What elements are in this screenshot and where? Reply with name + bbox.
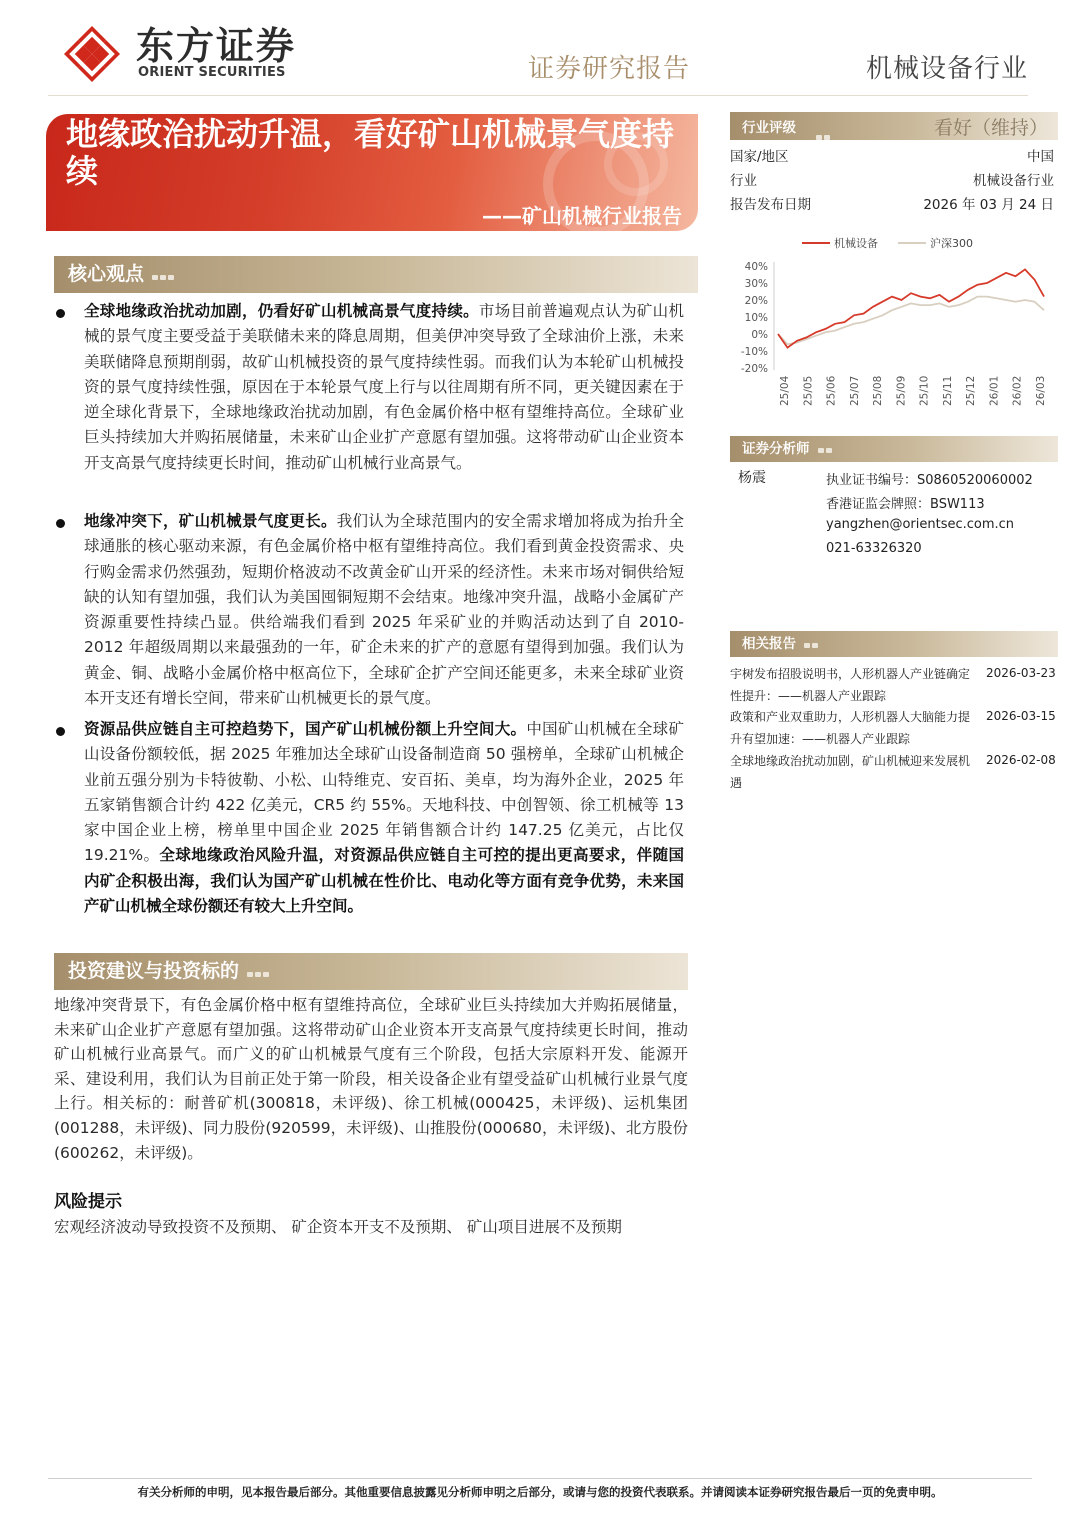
x-tick-label: 25/11 [941, 375, 954, 406]
core-bullet-1 [54, 299, 684, 476]
bullet-3-conclusion: 全球地缘政治风险升温，对资源品供应链自主可控的提出更高要求，伴随国内矿企积极出海，我们认为国产矿山机械在性价比、电动化等方面有竞争优势，未来国产矿山机械全球份额还有较大上升空间。 [84, 846, 684, 916]
x-tick-label: 26/02 [1011, 375, 1024, 406]
related-heading-label: 相关报告 [742, 636, 796, 652]
related-reports-heading [730, 631, 1058, 657]
info-value: 2026 年 03 月 24 日 [923, 197, 1054, 213]
bullet-3-lead: 资源品供应链自主可控趋势下，国产矿山机械份额上升空间大。 [84, 720, 527, 738]
related-report-link[interactable]: 宇树发布招股说明书，人形机器人产业链确定性提升：——机器人产业跟踪 [730, 667, 971, 703]
info-key: 国家/地区 [730, 149, 789, 165]
performance-chart [730, 232, 1058, 422]
chart-series [778, 269, 1044, 347]
related-report-date: 2026-03-23 [986, 666, 1056, 680]
logo-english-name: ORIENT SECURITIES [138, 65, 286, 80]
x-tick-label: 25/09 [895, 375, 908, 406]
header-industry: 机械设备行业 [866, 54, 1029, 84]
core-view-heading [54, 256, 698, 293]
analyst-name: 杨震 [738, 470, 766, 486]
analyst-phone: 021-63326320 [826, 541, 922, 556]
info-row-industry [730, 169, 1054, 191]
series-line-2 [778, 297, 1044, 345]
x-tick-label: 25/12 [965, 375, 978, 406]
bullet-2-body: 我们认为全球范围内的安全需求增加将成为抬升全球通胀的核心驱动来源，有色金属价格中枢有望维持高位。我们看到黄金投资需求、央行购金需求仍然强劲，短期价格波动不改黄金矿山开采的经济性。未来市场对铜供给短缺的认知有望加强，我们认为美国囤铜短期不会结束。地缘冲突升温，战略小金属矿产资源重要性持续凸显。供给端我们看到 2025 年采矿业的并购活动达到了自 2010-2012 年超级周期以来最强劲的一年，矿企未来的扩产的意愿有望得到加强。我们认为黄金、铜、战略小金属价格中枢高位下，全球矿企扩产空间还能更多，未来全球矿业资本开支还有增长空间，带来矿山机械更长的景气度。 [84, 512, 684, 708]
y-tick-label: -20% [740, 363, 768, 375]
info-key: 报告发布日期 [730, 197, 811, 213]
y-tick-label: 0% [751, 329, 768, 341]
y-tick-label: 10% [744, 312, 768, 324]
bullet-2-lead: 地缘冲突下，矿山机械景气度更长。 [84, 512, 337, 530]
info-row-region [730, 145, 1054, 167]
x-tick-label: 26/03 [1035, 375, 1047, 406]
info-row-date [730, 193, 1054, 215]
report-type: 证券研究报告 [528, 54, 691, 84]
core-bullet-3 [54, 717, 684, 919]
related-report-link[interactable]: 全球地缘政治扰动加剧，矿山机械迎来发展机遇 [730, 754, 971, 790]
footer-divider [48, 1478, 1032, 1479]
x-tick-label: 25/05 [802, 375, 815, 406]
y-tick-label: 20% [744, 295, 768, 307]
x-tick-label: 25/07 [848, 375, 861, 406]
x-tick-label: 25/08 [872, 375, 885, 406]
invest-heading [54, 953, 688, 990]
report-title: 地缘政治扰动升温，看好矿山机械景气度持续 [66, 115, 675, 190]
header-divider [48, 95, 1028, 96]
analyst-heading-label: 证券分析师 [742, 441, 810, 457]
related-report-link[interactable]: 政策和产业双重助力，人形机器人大脑能力提升有望加速：——机器人产业跟踪 [730, 710, 971, 746]
analyst-heading [730, 436, 1058, 462]
info-key: 行业 [730, 173, 757, 189]
x-tick-label: 26/01 [988, 375, 1001, 406]
x-tick-label: 25/10 [918, 375, 931, 406]
chart-legend [802, 236, 973, 250]
legend-label-1: 机械设备 [834, 237, 878, 250]
title-banner [46, 114, 698, 231]
footer-disclaimer: 有关分析师的申明，见本报告最后部分。其他重要信息披露见分析师申明之后部分，或请与您的投资代表联系。并请阅读本证券研究报告最后一页的免责申明。 [137, 1485, 943, 1499]
y-tick-label: 30% [744, 278, 768, 290]
risk-title: 风险提示 [54, 1192, 122, 1212]
bullet-1-body: 市场目前普遍观点认为矿山机械的景气度主要受益于美联储未来的降息周期，但美伊冲突导致了全球油价上涨，未来美联储降息预期削弱，故矿山机械投资的景气度持续性弱。而我们认为本轮矿山机械投资的景气度持续性强，原因在于本轮景气度上行与以往周期有所不同，更关键因素在于逆全球化背景下，全球地缘政治扰动加剧，有色金属价格中枢有望维持高位。全球矿业巨头持续加大并购拓展储量，未来矿山企业扩产意愿有望加强。这将带动矿山企业资本开支高景气度持续更长时间，推动矿山机械行业高景气。 [84, 302, 684, 472]
info-value: 机械设备行业 [973, 173, 1054, 189]
report-subtitle: ——矿山机械行业报告 [482, 204, 682, 228]
legend-label-2: 沪深300 [930, 237, 973, 250]
x-tick-label: 25/04 [779, 375, 791, 406]
orient-logo-icon [62, 24, 122, 84]
x-tick-label: 25/06 [825, 375, 838, 406]
rating-label: 行业评级 [742, 120, 796, 136]
bullet-3-body: 中国矿山机械在全球矿山设备份额较低，据 2025 年雅加达全球矿山设备制造商 50 强榜单，全球矿山机械企业前五强分别为卡特彼勒、小松、山特维克、安百拓、美卓，均为海外企业，2025 年五家销售额合计约 422 亿美元，CR5 约 55%。天地科技、中创智领、徐工机械等 13 家中国企业上榜，榜单里中国企业 2025 年销售额合计约 147.25 亿美元，占比仅 19.21%。 [84, 720, 684, 865]
related-report-date: 2026-02-08 [986, 753, 1056, 767]
core-view-heading-label: 核心观点 [68, 263, 145, 285]
y-tick-label: 40% [744, 261, 768, 273]
bullet-1-lead: 全球地缘政治扰动加剧，仍看好矿山机械高景气度持续。 [84, 302, 479, 320]
chart-y-axis [741, 261, 774, 375]
chart-x-axis [779, 375, 1047, 406]
analyst-email[interactable]: yangzhen@orientsec.com.cn [826, 517, 1015, 532]
invest-paragraph: 地缘冲突背景下，有色金属价格中枢有望维持高位，全球矿业巨头持续加大并购拓展储量，未来矿山企业扩产意愿有望加强。这将带动矿山企业资本开支高景气度持续更长时间，推动矿山机械行业高景气。而广义的矿山机械景气度有三个阶段，包括大宗原料开发、能源开采、建设利用，我们认为目前正处于第一阶段，相关设备企业有望受益矿山机械行业景气度上行。相关标的：耐普矿机(300818，未评级)、徐工机械(000425，未评级)、运机集团(001288，未评级)、同力股份(920599，未评级)、山推股份(000680，未评级)、北方股份(600262，未评级)。 [54, 996, 688, 1162]
analyst-cert: 执业证书编号：S0860520060002 [826, 473, 1033, 488]
related-report-date: 2026-03-15 [986, 709, 1056, 723]
y-tick-label: -10% [740, 346, 768, 358]
info-value: 中国 [1027, 149, 1054, 165]
invest-heading-label: 投资建议与投资标的 [68, 960, 240, 982]
core-bullet-2 [54, 509, 684, 711]
analyst-hk-license: 香港证监会牌照：BSW113 [826, 497, 985, 512]
logo-chinese-name: 东方证券 [136, 24, 297, 68]
rating-value: 看好（维持） [933, 117, 1048, 139]
risk-text: 宏观经济波动导致投资不及预期、 矿企资本开支不及预期、 矿山项目进展不及预期 [54, 1218, 622, 1236]
industry-rating-bar [730, 112, 1058, 140]
